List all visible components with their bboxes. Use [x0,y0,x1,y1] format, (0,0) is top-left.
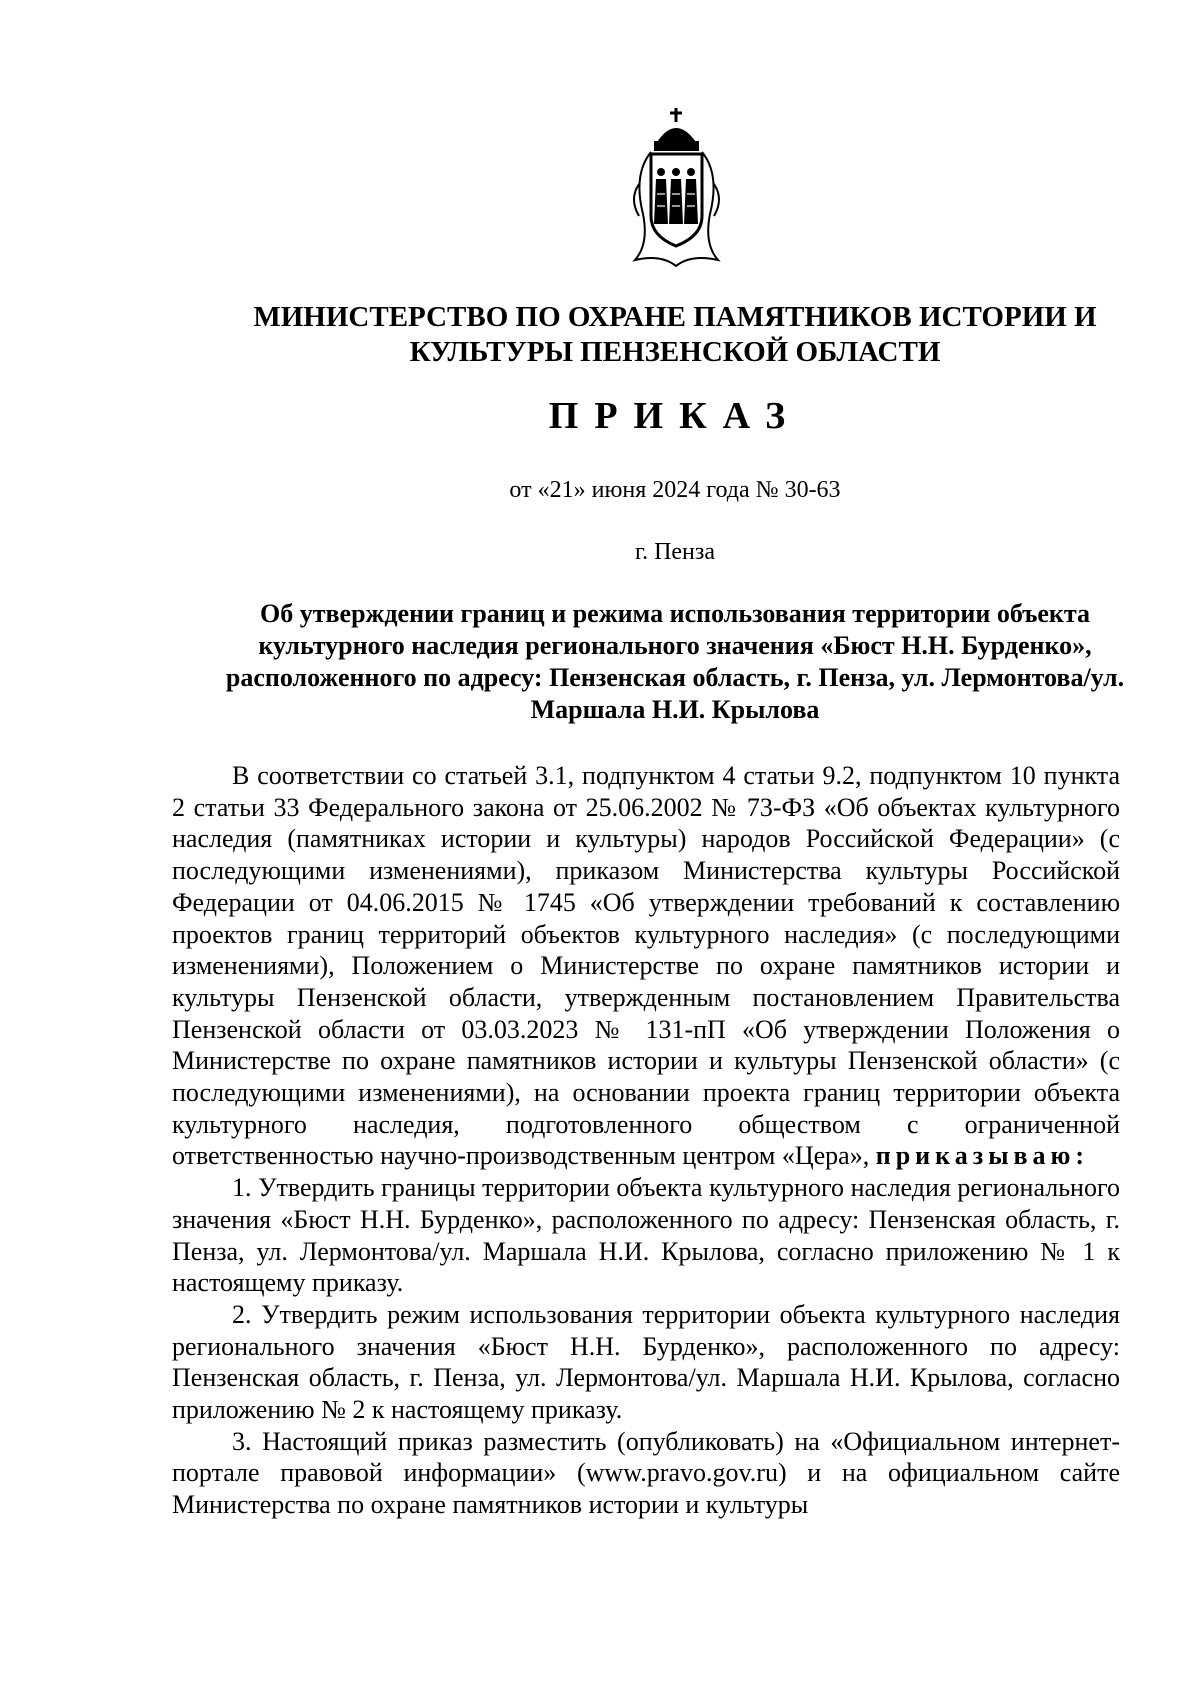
document-date-number: от «21» июня 2024 года № 30-63 [509,477,841,503]
ministry-name [200,300,1150,370]
document-type-title: ПРИКАЗ [548,395,802,437]
document-body [172,760,1120,1521]
order-word: приказываю: [875,1141,1090,1171]
document-subject: Об утверждении границ и режима использования территории объекта культурного наследия регионального значения «Бюст Н.Н. Бурденко», расположенного по адресу: Пензенская область, г. Пенза, ул. Лермонтова/ул. Маршала Н.И. Крылова [225,599,1125,724]
coat-of-arms-icon [621,104,732,270]
order-item-1: 1. Утвердить границы территории объекта культурного наследия регионального значения «Бюст Н.Н. Бурденко», расположенного по адресу: Пензенская область, г. Пенза, ул. Лермонтова/ул. Маршала Н.И. Крылова, согласно приложению № 1 к настоящему приказу. [172,1173,1120,1298]
ministry-name-line1: МИНИСТЕРСТВО ПО ОХРАНЕ ПАМЯТНИКОВ ИСТОРИИ И [253,301,1097,333]
preamble-paragraph [172,760,1120,1172]
document-city: г. Пенза [634,539,716,565]
order-item-2: 2. Утвердить режим использования территории объекта культурного наследия регионального значения «Бюст Н.Н. Бурденко», расположенного по адресу: Пензенская область, г. Пенза, ул. Лермонтова/ул. Маршала Н.И. Крылова, согласно приложению № 2 к настоящему приказу. [172,1299,1120,1425]
ministry-name-line2: КУЛЬТУРЫ ПЕНЗЕНСКОЙ ОБЛАСТИ [409,336,941,368]
preamble-text: В соответствии со статьей 3.1, подпунктом 4 статьи 9.2, подпунктом 10 пункта 2 статьи 33 Федерального закона от 25.06.2002 № 73-ФЗ «Об объектах культурного наследия (памятниках истории и культуры) народов Российской Федерации» (с последующими изменениями), приказом Министерства культуры Российской Федерации от 04.06.2015 № 1745 «Об утверждении требований к составлению проектов границ территорий объектов культурного наследия» (с последующими изменениями), Положением о Министерстве по охране памятников истории и культуры Пензенской области, утвержденным постановлением Правительства Пензенской области от 03.03.2023 № 131-пП «Об утверждении Положения о Министерстве по охране памятников истории и культуры Пензенской области» (с последующими изменениями), на основании проекта границ территории объекта культурного наследия, подготовленного обществом с ограниченной ответственностью научно-производственным центром «Цера», [172,761,1120,1171]
order-item-3: 3. Настоящий приказ разместить (опубликовать) на «Официальном интернет-портале правовой информации» (www.pravo.gov.ru) и на официальном сайте Министерства по охране памятников истории и культуры [172,1426,1120,1520]
